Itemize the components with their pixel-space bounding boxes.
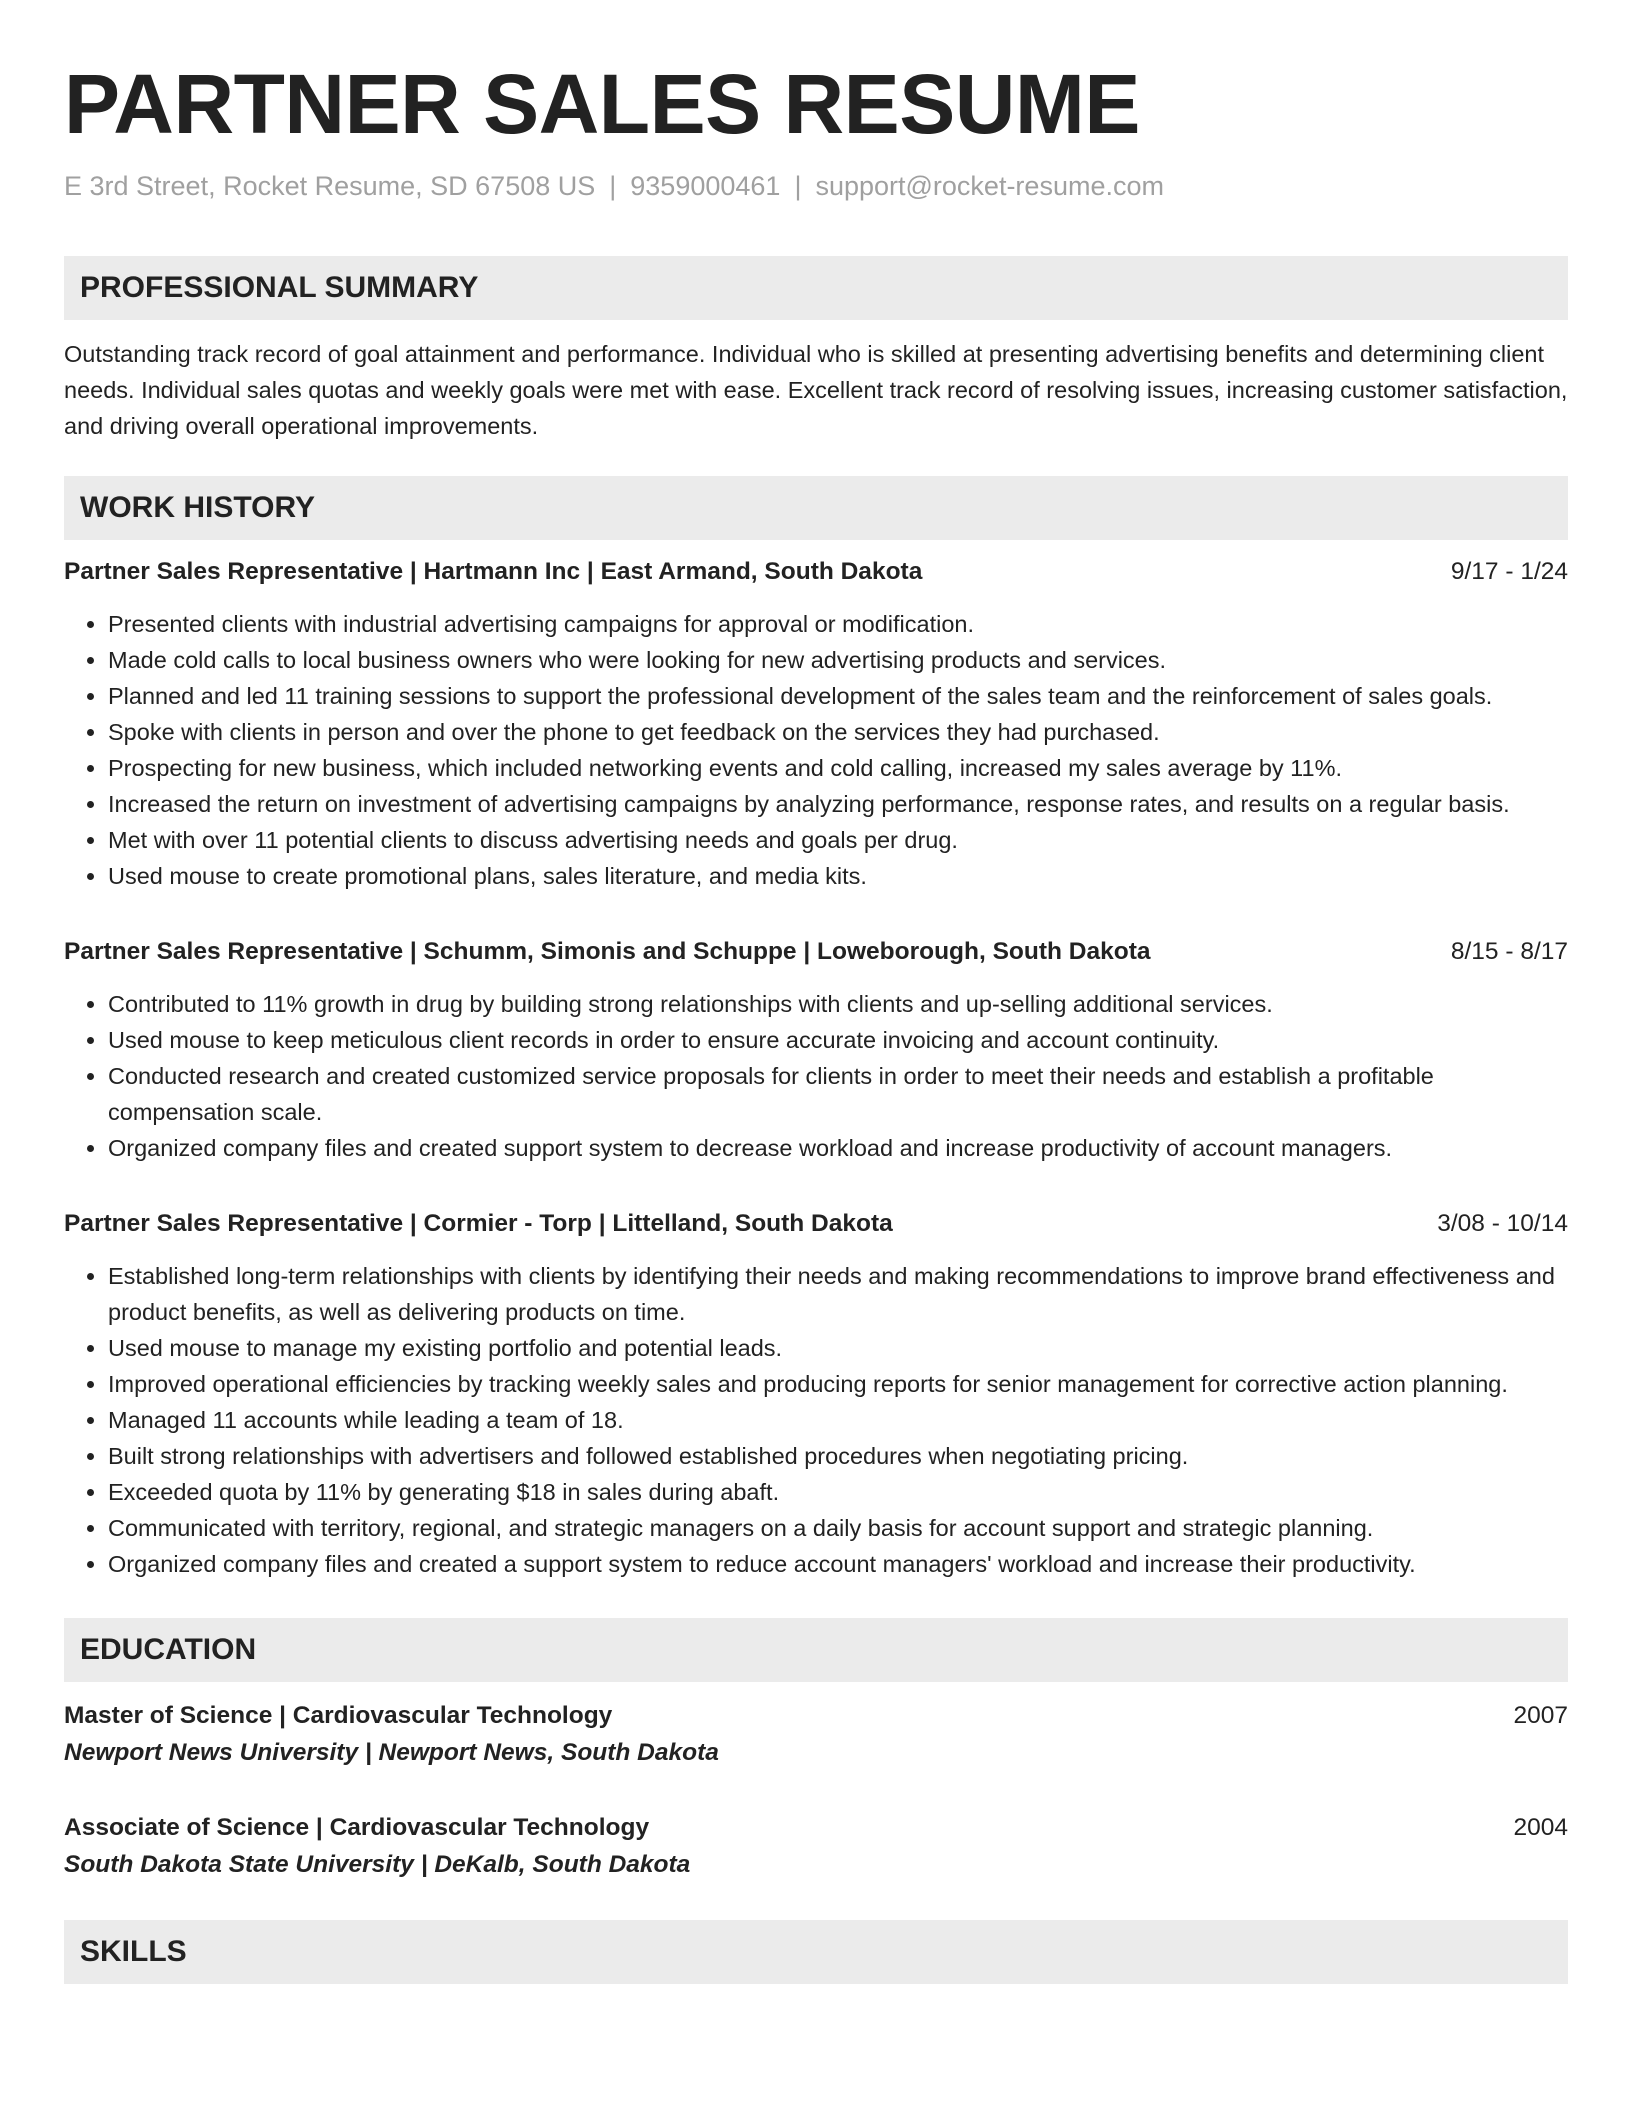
job-bullet: • Contributed to 11% growth in drug by building strong relationships with clients and up-selling additional services. (108, 986, 1568, 1022)
job-entry (64, 934, 1568, 1166)
section-header-work-history: WORK HISTORY (64, 476, 1568, 540)
contact-separator: | (794, 171, 802, 201)
job-bullet: • Used mouse to keep meticulous client records in order to ensure accurate invoicing and account continuity. (108, 1022, 1568, 1058)
education-year: 2004 (1513, 1814, 1568, 1841)
job-bullet: • Presented clients with industrial advertising campaigns for approval or modification. (108, 606, 1568, 642)
job-bullet: • Established long-term relationships with clients by identifying their needs and making recommendations to improve brand effectiveness and product benefits, as well as delivering products on time. (108, 1258, 1568, 1330)
contact-address: E 3rd Street, Rocket Resume, SD 67508 US (64, 171, 596, 201)
education-header (64, 1810, 1568, 1846)
job-bullet: • Built strong relationships with advertisers and followed established procedures when negotiating pricing. (108, 1438, 1568, 1474)
job-title: Partner Sales Representative | Hartmann Inc | East Armand, South Dakota (64, 558, 923, 585)
job-bullet: • Increased the return on investment of advertising campaigns by analyzing performance, response rates, and results on a regular basis. (108, 786, 1568, 822)
job-dates: 8/15 - 8/17 (1450, 938, 1568, 965)
job-header (64, 1206, 1568, 1242)
job-title: Partner Sales Representative | Cormier - Torp | Littelland, South Dakota (64, 1210, 893, 1237)
contact-separator: | (609, 171, 617, 201)
job-bullet: • Used mouse to manage my existing portfolio and potential leads. (108, 1330, 1568, 1366)
job-bullets (64, 986, 1568, 1166)
education-entry (64, 1810, 1568, 1884)
job-bullet: • Planned and led 11 training sessions to support the professional development of the sales team and the reinforcement of sales goals. (108, 678, 1568, 714)
summary-text: Outstanding track record of goal attainment and performance. Individual who is skilled at presenting advertising benefits and determining client needs. Individual sales quotas and weekly goals were met with ease. Excellent track record of resolving issues, increasing customer satisfaction, and driving overall operational improvements. (64, 341, 1568, 439)
section-header-skills: SKILLS (64, 1920, 1568, 1984)
job-bullet: • Conducted research and created customized service proposals for clients in order to meet their needs and establish a profitable compensation scale. (108, 1058, 1568, 1130)
education-school: Newport News University | Newport News, South Dakota (64, 1739, 719, 1766)
job-bullets (64, 606, 1568, 894)
section-header-education: EDUCATION (64, 1618, 1568, 1682)
job-bullet: • Exceeded quota by 11% by generating $18 in sales during abaft. (108, 1474, 1568, 1510)
contact-line (64, 168, 1568, 204)
job-bullet: • Improved operational efficiencies by tracking weekly sales and producing reports for senior management for corrective action planning. (108, 1366, 1568, 1402)
education-header (64, 1698, 1568, 1734)
education-degree: Associate of Science | Cardiovascular Technology (64, 1814, 650, 1841)
job-bullet: • Met with over 11 potential clients to discuss advertising needs and goals per drug. (108, 822, 1568, 858)
contact-email: support@rocket-resume.com (815, 171, 1164, 201)
job-bullet: • Prospecting for new business, which included networking events and cold calling, increased my sales average by 11%. (108, 750, 1568, 786)
job-entry (64, 1206, 1568, 1582)
contact-phone: 9359000461 (630, 171, 781, 201)
job-bullet: • Spoke with clients in person and over the phone to get feedback on the services they had purchased. (108, 714, 1568, 750)
job-bullet: • Organized company files and created support system to decrease workload and increase productivity of account managers. (108, 1130, 1568, 1166)
job-bullet: • Organized company files and created a support system to reduce account managers' workload and increase their productivity. (108, 1546, 1568, 1582)
job-bullet: • Made cold calls to local business owners who were looking for new advertising products and services. (108, 642, 1568, 678)
education-school: South Dakota State University | DeKalb, South Dakota (64, 1851, 691, 1878)
job-bullets (64, 1258, 1568, 1582)
job-title: Partner Sales Representative | Schumm, Simonis and Schuppe | Loweborough, South Dakota (64, 938, 1151, 965)
education-degree: Master of Science | Cardiovascular Technology (64, 1702, 613, 1729)
section-header-summary: PROFESSIONAL SUMMARY (64, 256, 1568, 320)
job-bullet: • Communicated with territory, regional, and strategic managers on a daily basis for account support and strategic planning. (108, 1510, 1568, 1546)
job-entry (64, 554, 1568, 894)
education-entry (64, 1698, 1568, 1772)
job-dates: 3/08 - 10/14 (1437, 1210, 1568, 1237)
resume-title: PARTNER SALES RESUME (64, 57, 1140, 151)
job-bullet: • Used mouse to create promotional plans, sales literature, and media kits. (108, 858, 1568, 894)
job-header (64, 934, 1568, 970)
education-year: 2007 (1513, 1702, 1568, 1729)
job-dates: 9/17 - 1/24 (1450, 558, 1568, 585)
job-header (64, 554, 1568, 590)
job-bullet: • Managed 11 accounts while leading a team of 18. (108, 1402, 1568, 1438)
